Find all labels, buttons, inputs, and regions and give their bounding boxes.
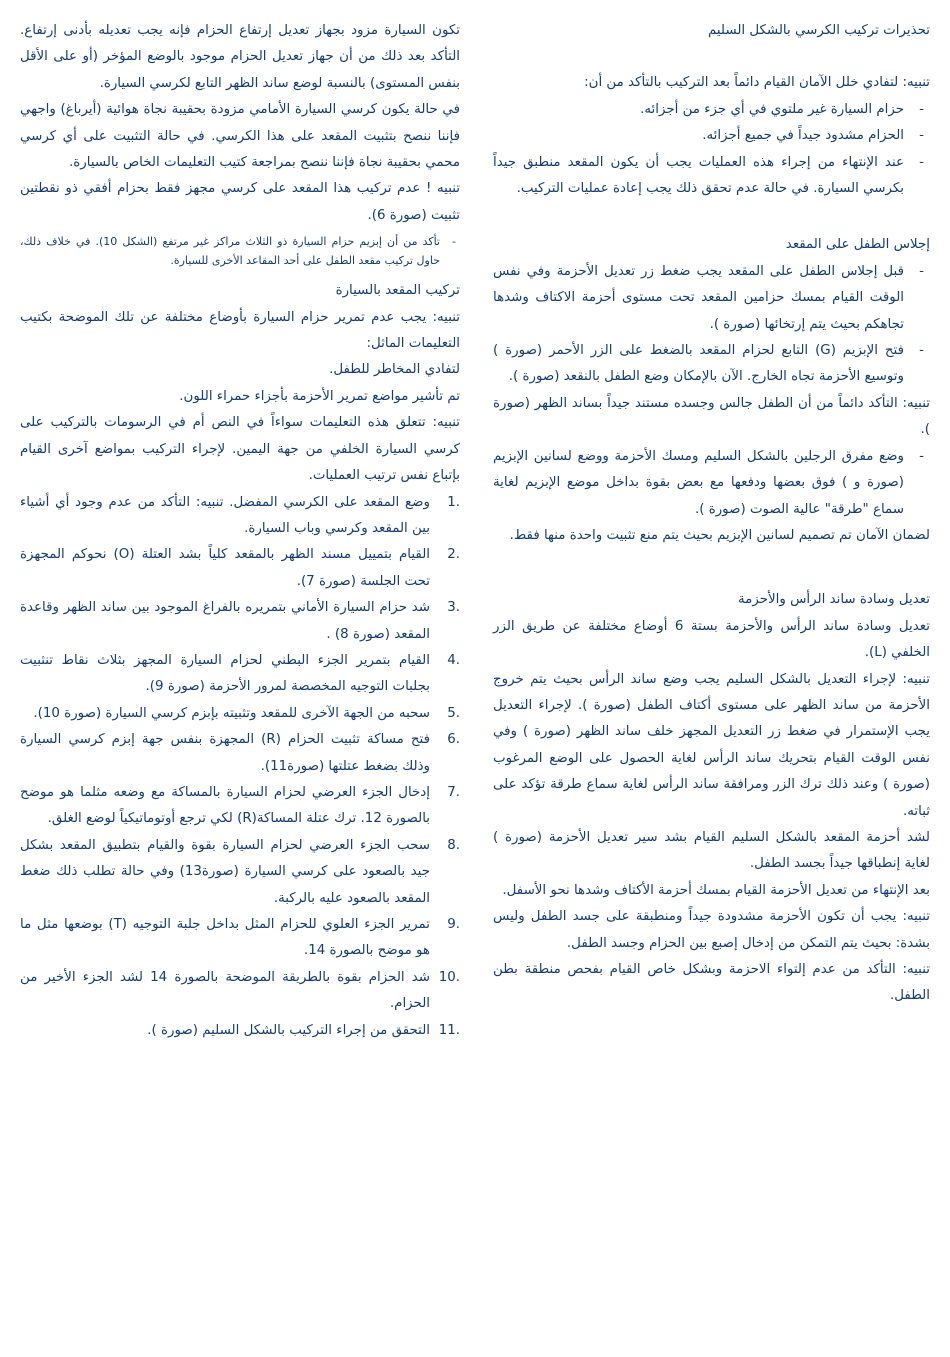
step-number: .8 <box>447 837 460 853</box>
step-number: .3 <box>447 600 460 616</box>
step-text: القيام بتمرير الجزء البطني لحزام السيارة المجهز بثلاث نقاط تنثبيت بجلبات التوجيه المخصصة لمرور الأحزمة (صورة 9). <box>20 652 430 695</box>
red-marking-line: تم تأشير مواضع تمرير الأحزمة بأجزاء حمراء اللون. <box>179 388 460 404</box>
install-warning-2: لتفادي المخاطر للطفل. <box>329 362 460 378</box>
checks-list <box>493 97 930 203</box>
step-number: .2 <box>447 547 460 563</box>
left-column <box>20 18 460 1044</box>
heading-seating-child: إجلاس الطفل على المقعد <box>785 237 930 253</box>
install-step <box>20 701 460 727</box>
install-step <box>20 648 460 701</box>
instructions-warning: تنبيه: تتعلق هذه التعليمات سواءاً في النص أم في الرسومات بالتركيب على كرسي السيارة الخلفي من جهة اليمين. لإجراء التركيب بمواضع آخرى القيام بإتباع نفس ترتيب العمليات. <box>20 415 460 484</box>
step-text: وضع المقعد على الكرسي المفضل. تنبيه: التأكد من عدم وجود أي أشياء بين المقعد وكرسي وباب السيارة. <box>20 494 430 536</box>
seating-steps-2 <box>493 444 930 523</box>
two-point-belt-warning: تنبيه ! عدم تركيب هذا المقعد على كرسي مجهز فقط بحزام أفقي ذو نقطتين تثبيت (صورة 6). <box>20 181 460 223</box>
step-text: شد الحزام بقوة بالطريقة الموضحة بالصورة 14 لشد الجزء الأخير من الحزام. <box>20 969 430 1012</box>
buckle-note <box>20 233 460 270</box>
tighten-paragraph: لشد أحزمة المقعد بالشكل السليم القيام بشد سير تعديل الأحزمة (صورة ) لغاية إنطباقها جيداً بجسد الطفل. <box>493 829 930 872</box>
twist-warning: تنبيه: التأكد من عدم إلتواء الاحزمة وبشكل خاص القيام بفحص منطقة بطن الطفل. <box>493 962 930 1004</box>
seating-warning: تنبيه: التأكد دائماً من أن الطفل جالس وجسده مستند جيداً بساند الظهر (صورة ). <box>493 395 930 438</box>
install-step <box>20 833 460 912</box>
install-steps <box>20 490 460 1045</box>
safety-paragraph: لضمان الآمان تم تصميم لسانين الإبزيم بحيث يتم منع تثبيت واحدة منها فقط. <box>509 527 930 543</box>
step-number: .4 <box>447 652 460 668</box>
seating-step: - وضع مفرق الرجلين بالشكل السليم ومسك الأحزمة ووضع لسانين الإبزيم (صورة و ) فوق بعضها ودفعها مع بعض بقوة بداخل موضع الإبزيم لغاية سماع "طرقة" عالية الصوت (صورة ). <box>493 444 930 523</box>
step-text: القيام بتمييل مسند الظهر بالمقعد كلياً بشد العتلة (O) نحوكم المجهزة تحت الجلسة (صورة 7). <box>20 547 430 589</box>
seating-steps <box>493 259 930 391</box>
step-text: فتح مساكة تثبيت الحزام (R) المجهزة بنفس جهة إبزم كرسي السيارة وذلك بضغط عتلتها (صورة11). <box>20 732 430 774</box>
seating-step: - قبل إجلاس الطفل على المقعد يجب ضغط زر تعديل الأحزمة وفي نفس الوقت القيام بمسك حزامين المقعد تحت مستوى أحزمة الاكتاف وشدها تجاهكم بحيث يتم إرتخائها (صورة ). <box>493 259 930 338</box>
step-text: إدخال الجزء العرضي لحزام السيارة بالمساكة مع وضعه مثلما هو موضح بالصورة 12. ترك عتلة المساكة(R) لكي ترجع أوتوماتيكياً لوضع الغلق. <box>20 784 430 827</box>
step-number: .7 <box>447 784 460 800</box>
buckle-note-text: - تأكد من أن إبزيم حزام السيارة ذو الثلاث مراكز غير مرتفع (الشكل 10). في خلاف ذلك، حاول تركيب مقعد الطفل على أحد المقاعد الأخرى للسيارة. <box>20 233 460 270</box>
check-item: - حزام السيارة غير ملتوي في أي جزء من أجزائه. <box>493 97 930 123</box>
airbag-paragraph: في حالة يكون كرسي السيارة الأمامي مزودة بحقيبة نجاة هوائية (أيرباغ) واجهي فإننا ننصح بتثبيت المقعد على هذا الكرسي. في حالة التثبيت على أي كرسي محمي بحقيبة نجاة فإننا ننصح بمراجعة كتيب التعليمات الخاص بالسيارة. <box>20 102 460 171</box>
step-text: سحبه من الجهة الآخرى للمقعد وتثبيته بإبزم كرسي السيارة (صورة 10). <box>33 705 430 721</box>
tight-belts-warning: تنبيه: يجب أن تكون الأحزمة مشدودة جيداً ومنطبقة على جسد الطفل وليس بشدة: بحيث يتم التمكن من إدخال إصبع بين الحزام وجسد الطفل. <box>493 909 930 951</box>
adjust-paragraph: تعديل وسادة ساند الرأس والأحزمة بستة 6 أوضاع مختلفة عن طريق الزر الخلفي (L). <box>493 618 930 661</box>
step-text: التحقق من إجراء التركيب بالشكل السليم (صورة ). <box>147 1022 430 1038</box>
step-number: .5 <box>447 705 460 721</box>
belt-height-paragraph: تكون السيارة مزود بجهاز تعديل إرتفاع الحزام فإنه يجب تعديله بأدنى إرتفاع. التأكد بعد ذلك من أن جهاز تعديل الحزام موجود بالوضع المؤخر (أو على الأقل بنفس المستوى) بالنسبة لوضع ساند الظهر التابع لكرسي السيارة. <box>20 23 460 91</box>
heading-proper-installation: تحذيرات تركيب الكرسي بالشكل السليم <box>707 23 930 38</box>
heading-install-in-car: تركيب المقعد بالسيارة <box>335 283 460 299</box>
step-number: .1 <box>447 494 460 510</box>
warning-intro: تنبيه: لتفادي خلل الآمان القيام دائماً بعد التركيب بالتأكد من أن: <box>584 75 930 91</box>
step-number: .10 <box>438 969 460 985</box>
install-warning: تنبيه: يجب عدم تمرير حزام السيارة بأوضاع مختلفة عن تلك الموضحة بكتيب التعليمات الماثل: <box>20 309 460 352</box>
install-step <box>20 595 460 648</box>
install-step <box>20 542 460 595</box>
install-step <box>20 780 460 833</box>
install-step <box>20 1018 460 1044</box>
heading-adjust-headrest: تعديل وسادة ساند الرأس والأحزمة <box>737 592 930 608</box>
after-adjust-paragraph: بعد الإنتهاء من تعديل الأحزمة القيام بمسك أحزمة الأكتاف وشدها نحو الأسفل. <box>502 882 930 898</box>
check-item: - الحزام مشدود جيداً في جميع أجزائه. <box>493 123 930 149</box>
step-number: .6 <box>447 732 460 748</box>
step-number: .11 <box>438 1022 460 1038</box>
adjust-warning: تنبيه: لإجراء التعديل بالشكل السليم يجب وضع ساند الرأس بحيث يتم خروج الأحزمة من ساند الظهر على مستوى أكتاف الطفل (صورة ). لإجراء التعديل يجب الإستمرار في ضغط زر التعديل المجهز خلف ساند الظهر (صورة ) وفي نفس الوقت القيام بتحريك ساند الرأس لغاية الحصول على الوضع المرغوب (صورة ) وعند ذلك ترك الزر ومرافقة ساند الرأس لغاية سماع طرقة تؤكد على ثباته. <box>493 671 930 819</box>
step-number: .9 <box>447 917 460 932</box>
right-column <box>493 18 930 1010</box>
step-text: شد حزام السيارة الأماني بتمريره بالفراغ الموجود بين ساند الظهر وقاعدة المقعد (صورة 8) . <box>20 600 430 642</box>
check-item: - عند الإنتهاء من إجراء هذه العمليات يجب أن يكون المقعد منطبق جيداً بكرسي السيارة. في حالة عدم تحقق ذلك يجب إعادة عمليات التركيب. <box>493 150 930 203</box>
install-step <box>20 727 460 780</box>
seating-step: - فتح الإبزيم (G) التابع لحزام المقعد بالضغط على الزر الأحمر (صورة ) وتوسيع الأحزمة تجاه الخارج. الآن بالإمكان وضع الطفل بالنقعد (صورة ). <box>493 338 930 391</box>
install-step <box>20 965 460 1018</box>
step-text: سحب الجزء العرضي لحزام السيارة بقوة والقيام بتطبيق المقعد بشكل جيد بالصعود على كرسي السيارة (صورة13) وفي حالة تطلب ذلك ضغط المقعد بالصعود عليه بالركبة. <box>20 837 430 906</box>
step-text: تمرير الجزء العلوي للحزام المثل بداخل جلبة التوجيه (T) بوضعها مثل ما هو موضح بالصورة 14. <box>20 917 430 959</box>
install-step <box>20 490 460 543</box>
install-step <box>20 912 460 965</box>
